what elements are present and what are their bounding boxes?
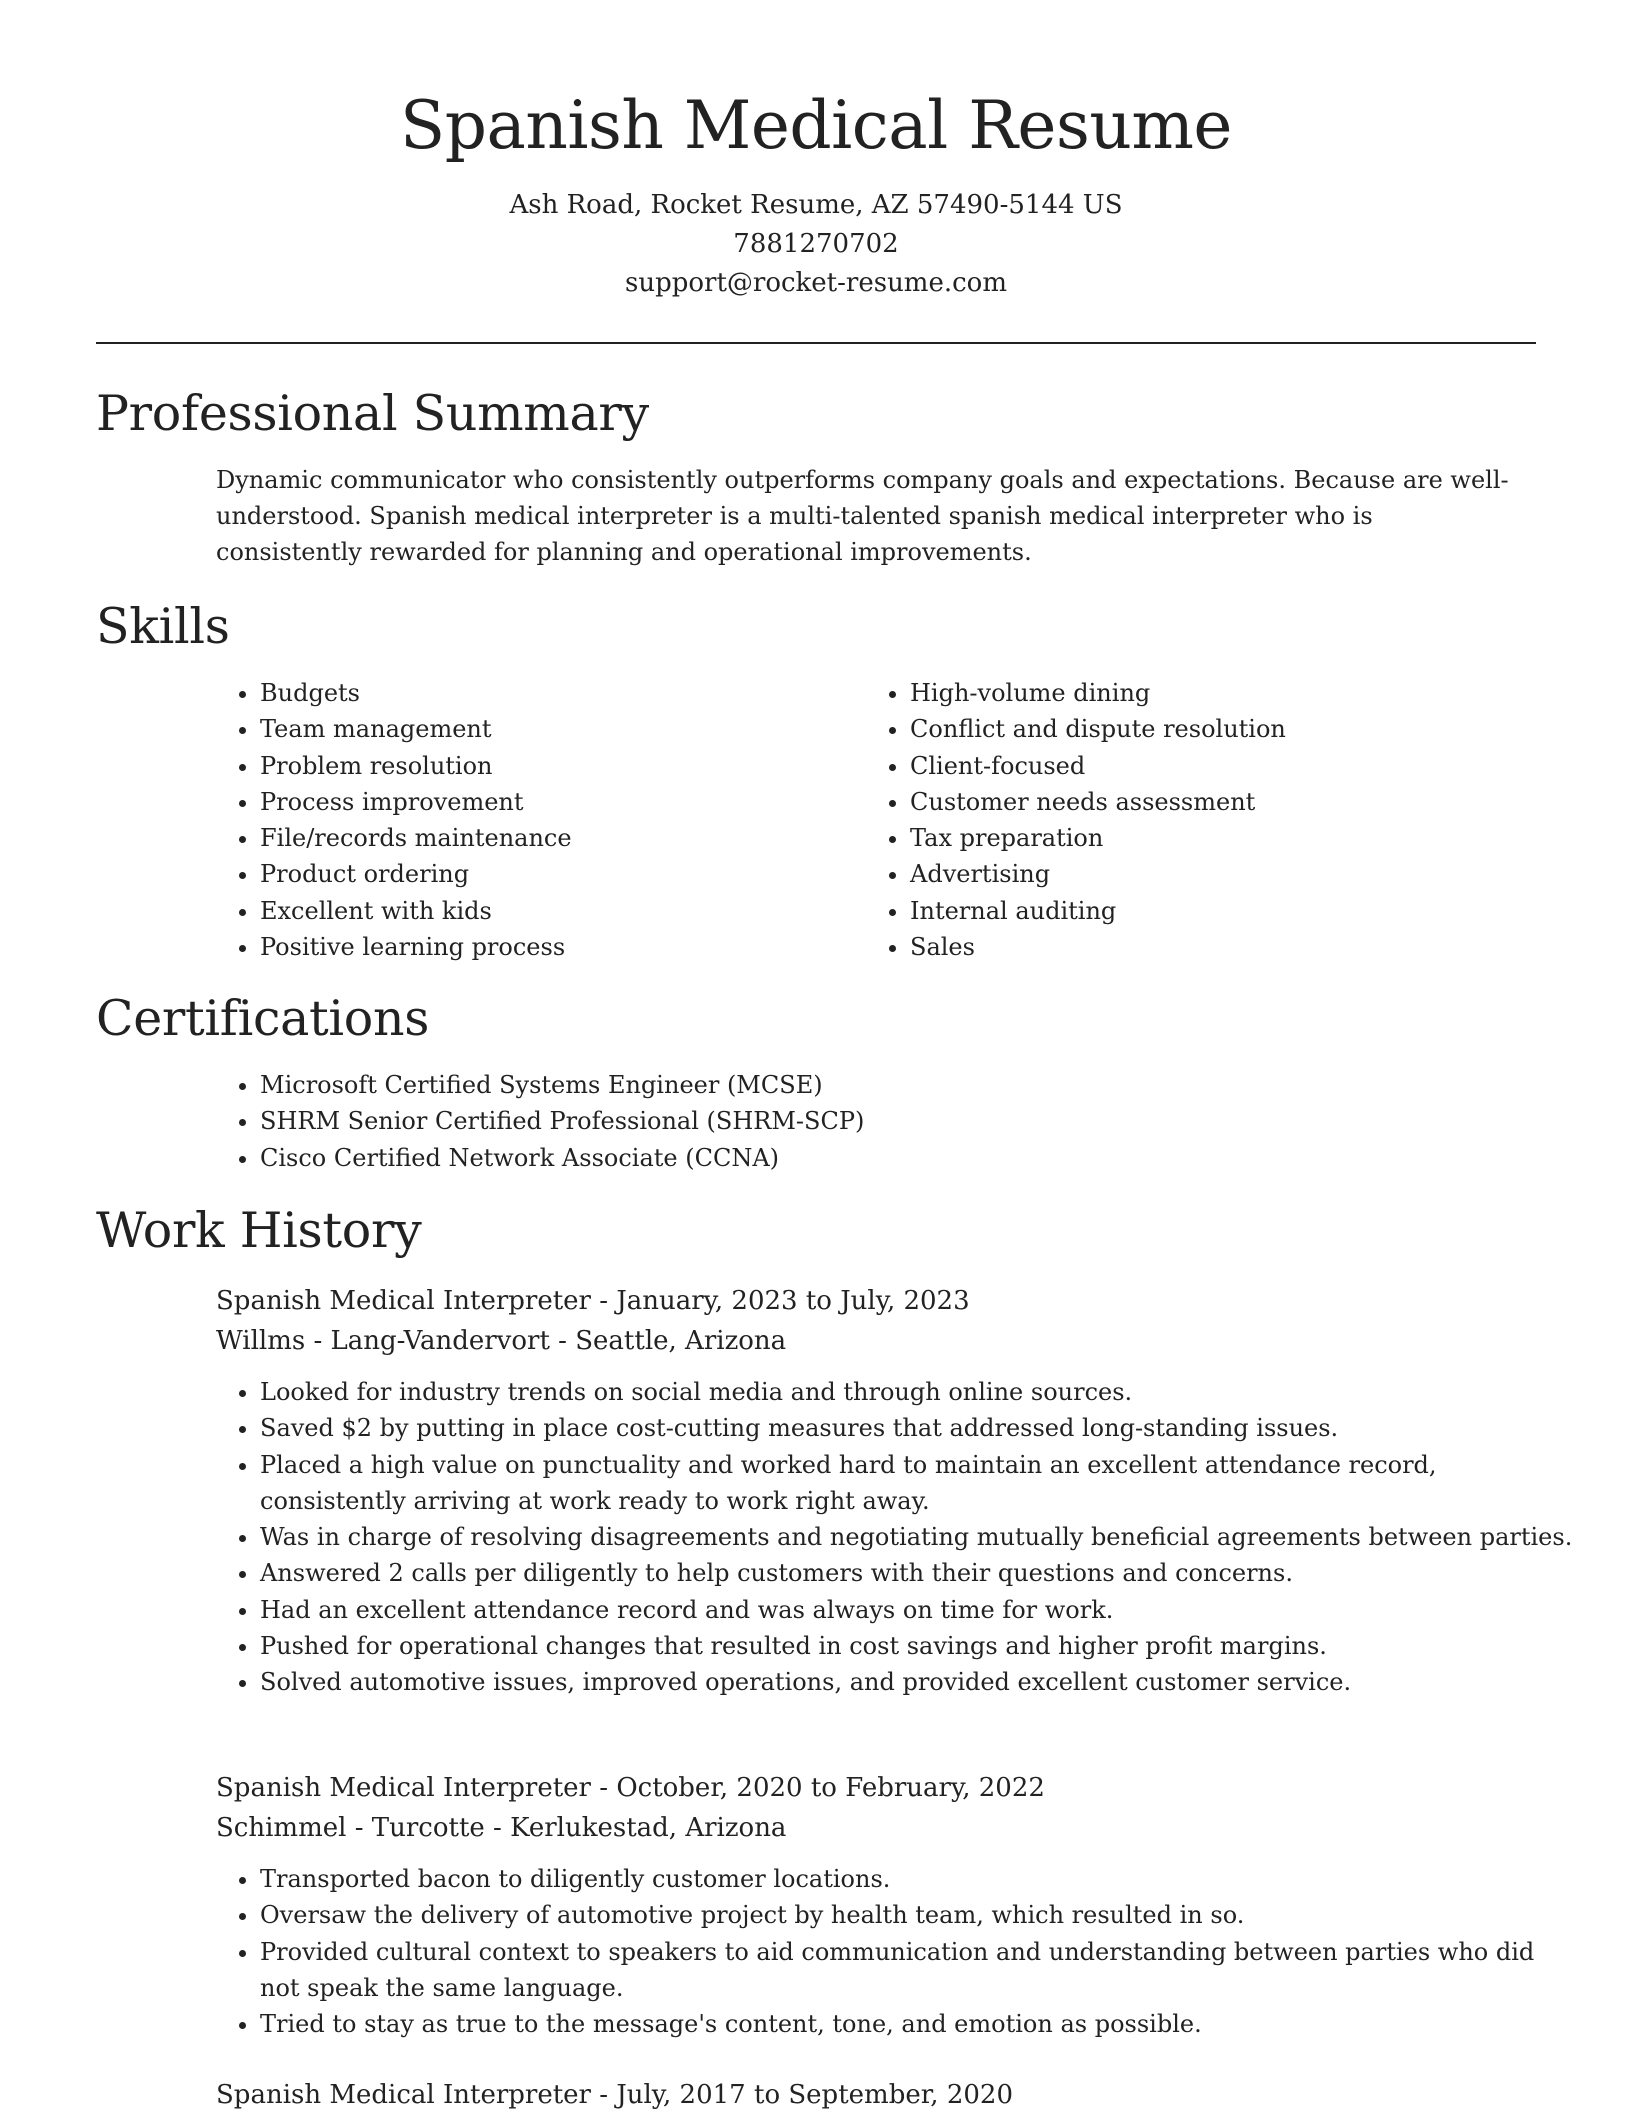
job-bullets [216,1374,1580,1701]
skill-item: • Sales [910,929,1550,965]
job-title-line: Spanish Medical Interpreter - January, 2023 to July, 2023 [216,1286,970,1316]
contact-phone: 7881270702 [733,229,899,259]
job-location: Seattle, Arizona [575,1326,787,1356]
skill-item: • Positive learning process [260,929,860,965]
job-role: Spanish Medical Interpreter [216,1286,591,1316]
job-dates: July, 2017 to September, 2020 [616,2080,1013,2110]
contact-email: support@rocket-resume.com [624,268,1007,298]
skill-item: • Product ordering [260,856,860,892]
section-title-summary: Professional Summary [96,385,649,442]
skill-item: • High-volume dining [910,675,1550,711]
section-title-skills: Skills [96,598,230,655]
job-dates: October, 2020 to February, 2022 [616,1773,1045,1803]
job-bullet: • Was in charge of resolving disagreements and negotiating mutually beneficial agreements between parties. [260,1519,1580,1555]
job-bullet: • Oversaw the delivery of automotive project by health team, which resulted in so. [260,1897,1580,1933]
job-bullet: • Had an excellent attendance record and was always on time for work. [260,1592,1580,1628]
skill-item: • Client-focused [910,748,1550,784]
job-role: Spanish Medical Interpreter [216,1773,591,1803]
job-bullet: • Transported bacon to diligently customer locations. [260,1861,1580,1897]
skill-item: • Conflict and dispute resolution [910,711,1550,747]
job-bullet: • Provided cultural context to speakers to aid communication and understanding between parties who did not speak the same language. [260,1934,1580,2007]
skill-item: • Customer needs assessment [910,784,1550,820]
job-company: Schimmel - Turcotte [216,1813,485,1843]
job-dates: January, 2023 to July, 2023 [616,1286,970,1316]
job-bullet: • Answered 2 calls per diligently to help customers with their questions and concerns. [260,1555,1580,1591]
contact-address: Ash Road, Rocket Resume, AZ 57490-5144 US [509,190,1123,220]
job-bullets [216,1861,1580,2042]
job-title-line: Spanish Medical Interpreter - October, 2020 to February, 2022 [216,1773,1045,1803]
job-bullet: • Solved automotive issues, improved operations, and provided excellent customer service. [260,1664,1580,1700]
job-location: Kerlukestad, Arizona [510,1813,787,1843]
job-company: Willms - Lang-Vandervort [216,1326,550,1356]
job-bullet: • Pushed for operational changes that resulted in cost savings and higher profit margins. [260,1628,1580,1664]
job-role: Spanish Medical Interpreter [216,2080,591,2110]
section-title-work-history: Work History [96,1202,422,1259]
resume-name: Spanish Medical Resume [400,87,1232,164]
certification-item: • SHRM Senior Certified Professional (SHRM-SCP) [260,1103,864,1139]
certification-item: • Cisco Certified Network Associate (CCNA) [260,1140,864,1176]
skills-list-left [216,675,860,965]
job-bullet: • Saved $2 by putting in place cost-cutting measures that addressed long-standing issues. [260,1410,1580,1446]
skill-item: • Advertising [910,856,1550,892]
job-company-line: Schimmel - Turcotte - Kerlukestad, Arizona [216,1813,787,1843]
skill-item: • Tax preparation [910,820,1550,856]
job-title-line: Spanish Medical Interpreter - July, 2017 to September, 2020 [216,2080,1013,2110]
section-title-certifications: Certifications [96,990,430,1047]
job-company-line: Willms - Lang-Vandervort - Seattle, Arizona [216,1326,787,1356]
skill-item: • Internal auditing [910,893,1550,929]
job-bullet: • Placed a high value on punctuality and worked hard to maintain an excellent attendance record, consistently arriving at work ready to work right away. [260,1447,1580,1520]
skill-item: • Excellent with kids [260,893,860,929]
resume-header [0,80,1632,303]
skill-item: • Problem resolution [260,748,860,784]
skill-item: • Budgets [260,675,860,711]
summary-text: Dynamic communicator who consistently outperforms company goals and expectations. Because are well-understood. Spanish medical interpreter is a multi-talented spanish medical interpreter who is consistently rewarded for planning and operational improvements. [216,466,1509,566]
certification-item: • Microsoft Certified Systems Engineer (MCSE) [260,1067,864,1103]
skill-item: • Process improvement [260,784,860,820]
job-bullet: • Tried to stay as true to the message's content, tone, and emotion as possible. [260,2006,1580,2042]
skills-list-right [866,675,1550,965]
certifications-list [216,1067,864,1176]
header-divider [96,342,1536,344]
skill-item: • Team management [260,711,860,747]
job-bullet: • Looked for industry trends on social media and through online sources. [260,1374,1580,1410]
skill-item: • File/records maintenance [260,820,860,856]
